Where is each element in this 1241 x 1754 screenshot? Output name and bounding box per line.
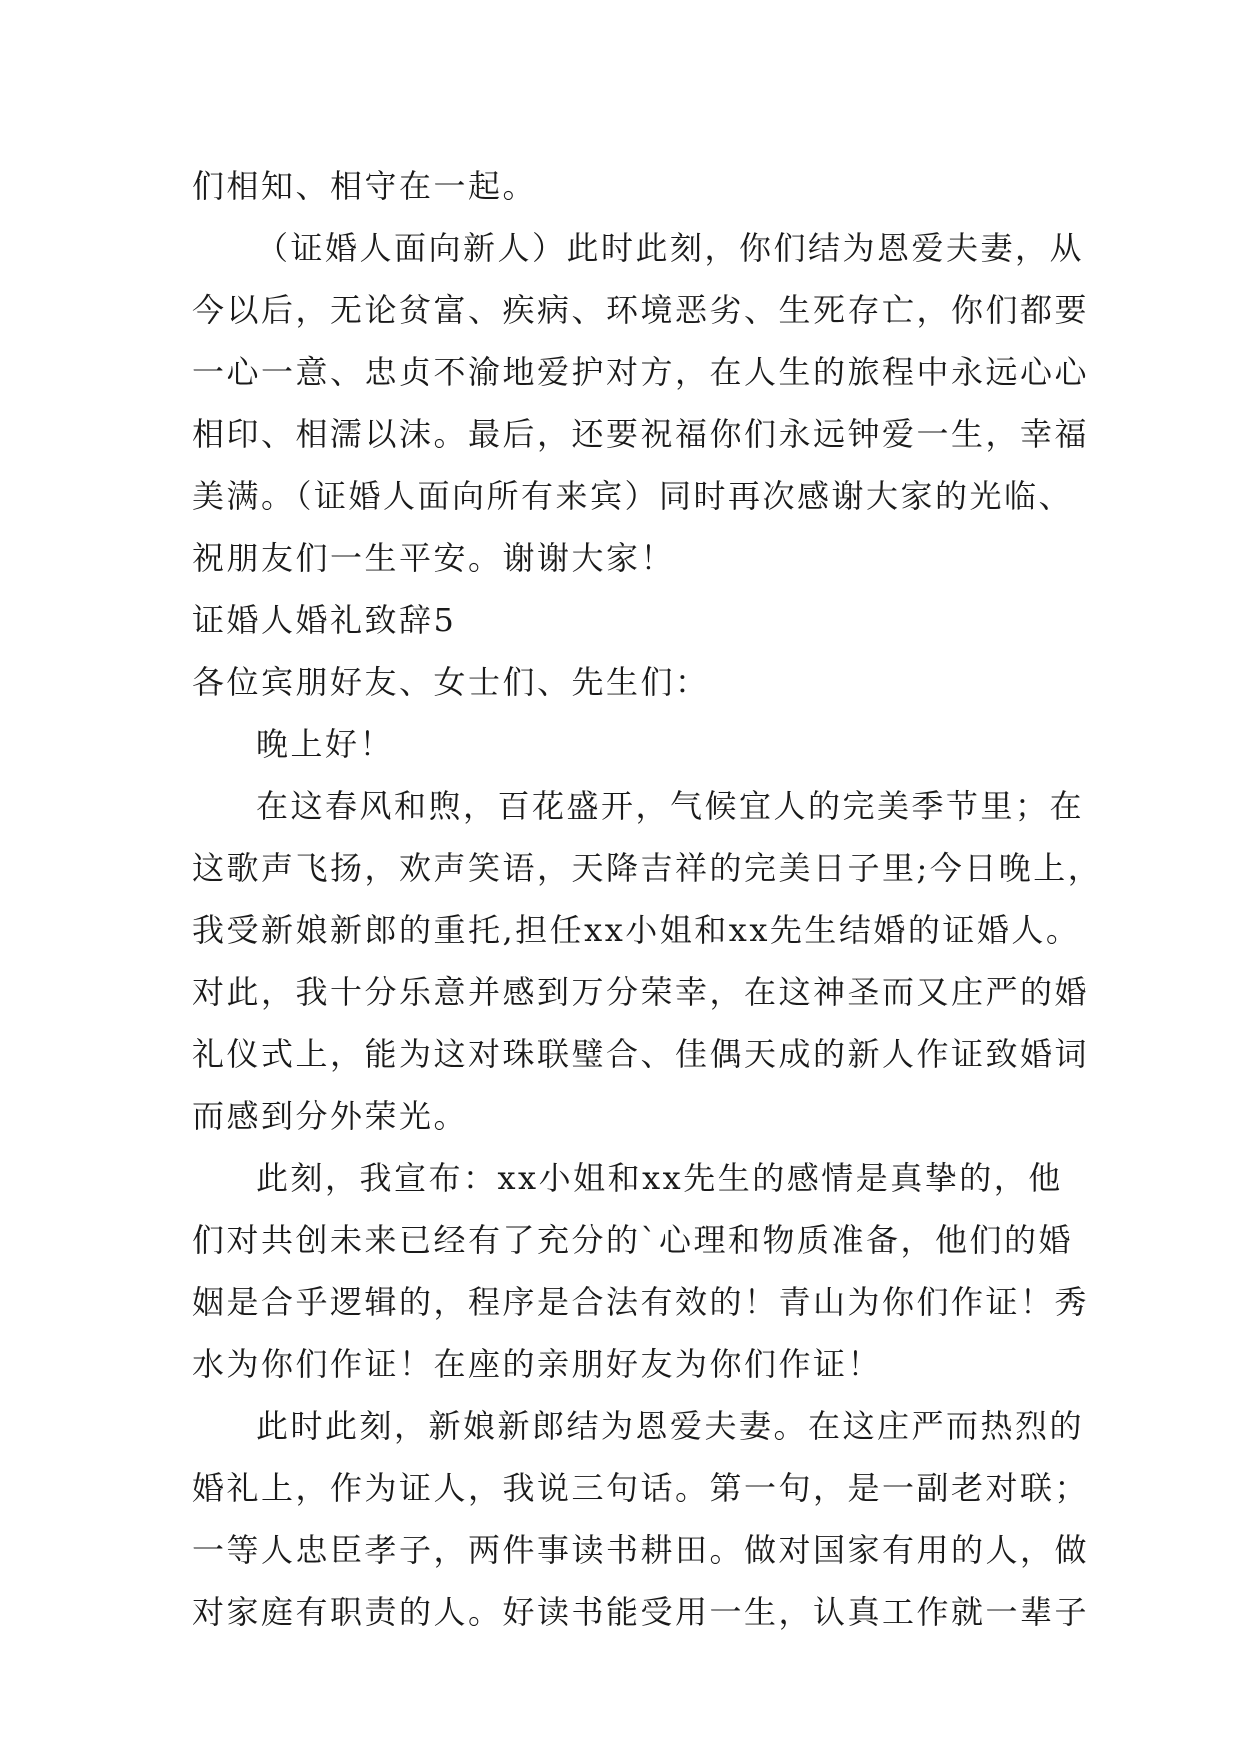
text-line: 此刻，我宣布：xx小姐和xx先生的感情是真挚的，他 bbox=[256, 1159, 1063, 1197]
text-line: 婚礼上，作为证人，我说三句话。第一句，是一副老对联； bbox=[192, 1469, 1090, 1507]
text-line: 姻是合乎逻辑的，程序是合法有效的！青山为你们作证！秀 bbox=[192, 1283, 1090, 1321]
text-line: 水为你们作证！在座的亲朋好友为你们作证！ bbox=[192, 1345, 883, 1383]
greeting bbox=[192, 713, 1057, 775]
text-line: 美满。（证婚人面向所有来宾）同时再次感谢大家的光临、 bbox=[192, 477, 1074, 515]
salutation bbox=[192, 651, 1057, 713]
document-body bbox=[192, 155, 1103, 1643]
text-line: 这歌声飞扬，欢声笑语，天降吉祥的完美日子里;今日晚上， bbox=[192, 849, 1103, 887]
paragraph bbox=[192, 217, 1090, 589]
paragraph bbox=[192, 155, 1057, 217]
text-line: 晚上好！ bbox=[256, 725, 395, 763]
text-line: 们相知、相守在一起。 bbox=[192, 167, 538, 205]
text-line: 而感到分外荣光。 bbox=[192, 1097, 469, 1135]
text-line: 对此，我十分乐意并感到万分荣幸，在这神圣而又庄严的婚 bbox=[192, 973, 1090, 1011]
text-line: 一心一意、忠贞不渝地爱护对方，在人生的旅程中永远心心 bbox=[192, 353, 1090, 391]
paragraph bbox=[192, 775, 1103, 1147]
text-line: 相印、相濡以沫。最后，还要祝福你们永远钟爱一生，幸福 bbox=[192, 415, 1090, 453]
paragraph bbox=[192, 1395, 1090, 1643]
text-line: 我受新娘新郎的重托,担任xx小姐和xx先生结婚的证婚人。 bbox=[192, 911, 1081, 949]
text-line: 在这春风和煦，百花盛开，气候宜人的完美季节里；在 bbox=[256, 787, 1085, 825]
text-line: 们对共创未来已经有了充分的`心理和物质准备，他们的婚 bbox=[192, 1221, 1074, 1259]
section-heading: 证婚人婚礼致辞5 bbox=[192, 601, 457, 639]
paragraph bbox=[192, 1147, 1090, 1395]
text-line: 祝朋友们一生平安。谢谢大家！ bbox=[192, 539, 676, 577]
text-line: 一等人忠臣孝子，两件事读书耕田。做对国家有用的人，做 bbox=[192, 1531, 1090, 1569]
text-line: 此时此刻，新娘新郎结为恩爱夫妻。在这庄严而热烈的 bbox=[256, 1407, 1085, 1445]
text-line: 今以后，无论贫富、疾病、环境恶劣、生死存亡，你们都要 bbox=[192, 291, 1090, 329]
text-line: 对家庭有职责的人。好读书能受用一生，认真工作就一辈子 bbox=[192, 1593, 1090, 1631]
text-line: （证婚人面向新人）此时此刻，你们结为恩爱夫妻，从 bbox=[256, 229, 1085, 267]
text-line: 礼仪式上，能为这对珠联璧合、佳偶天成的新人作证致婚词 bbox=[192, 1035, 1090, 1073]
text-line: 各位宾朋好友、女士们、先生们： bbox=[192, 663, 710, 701]
